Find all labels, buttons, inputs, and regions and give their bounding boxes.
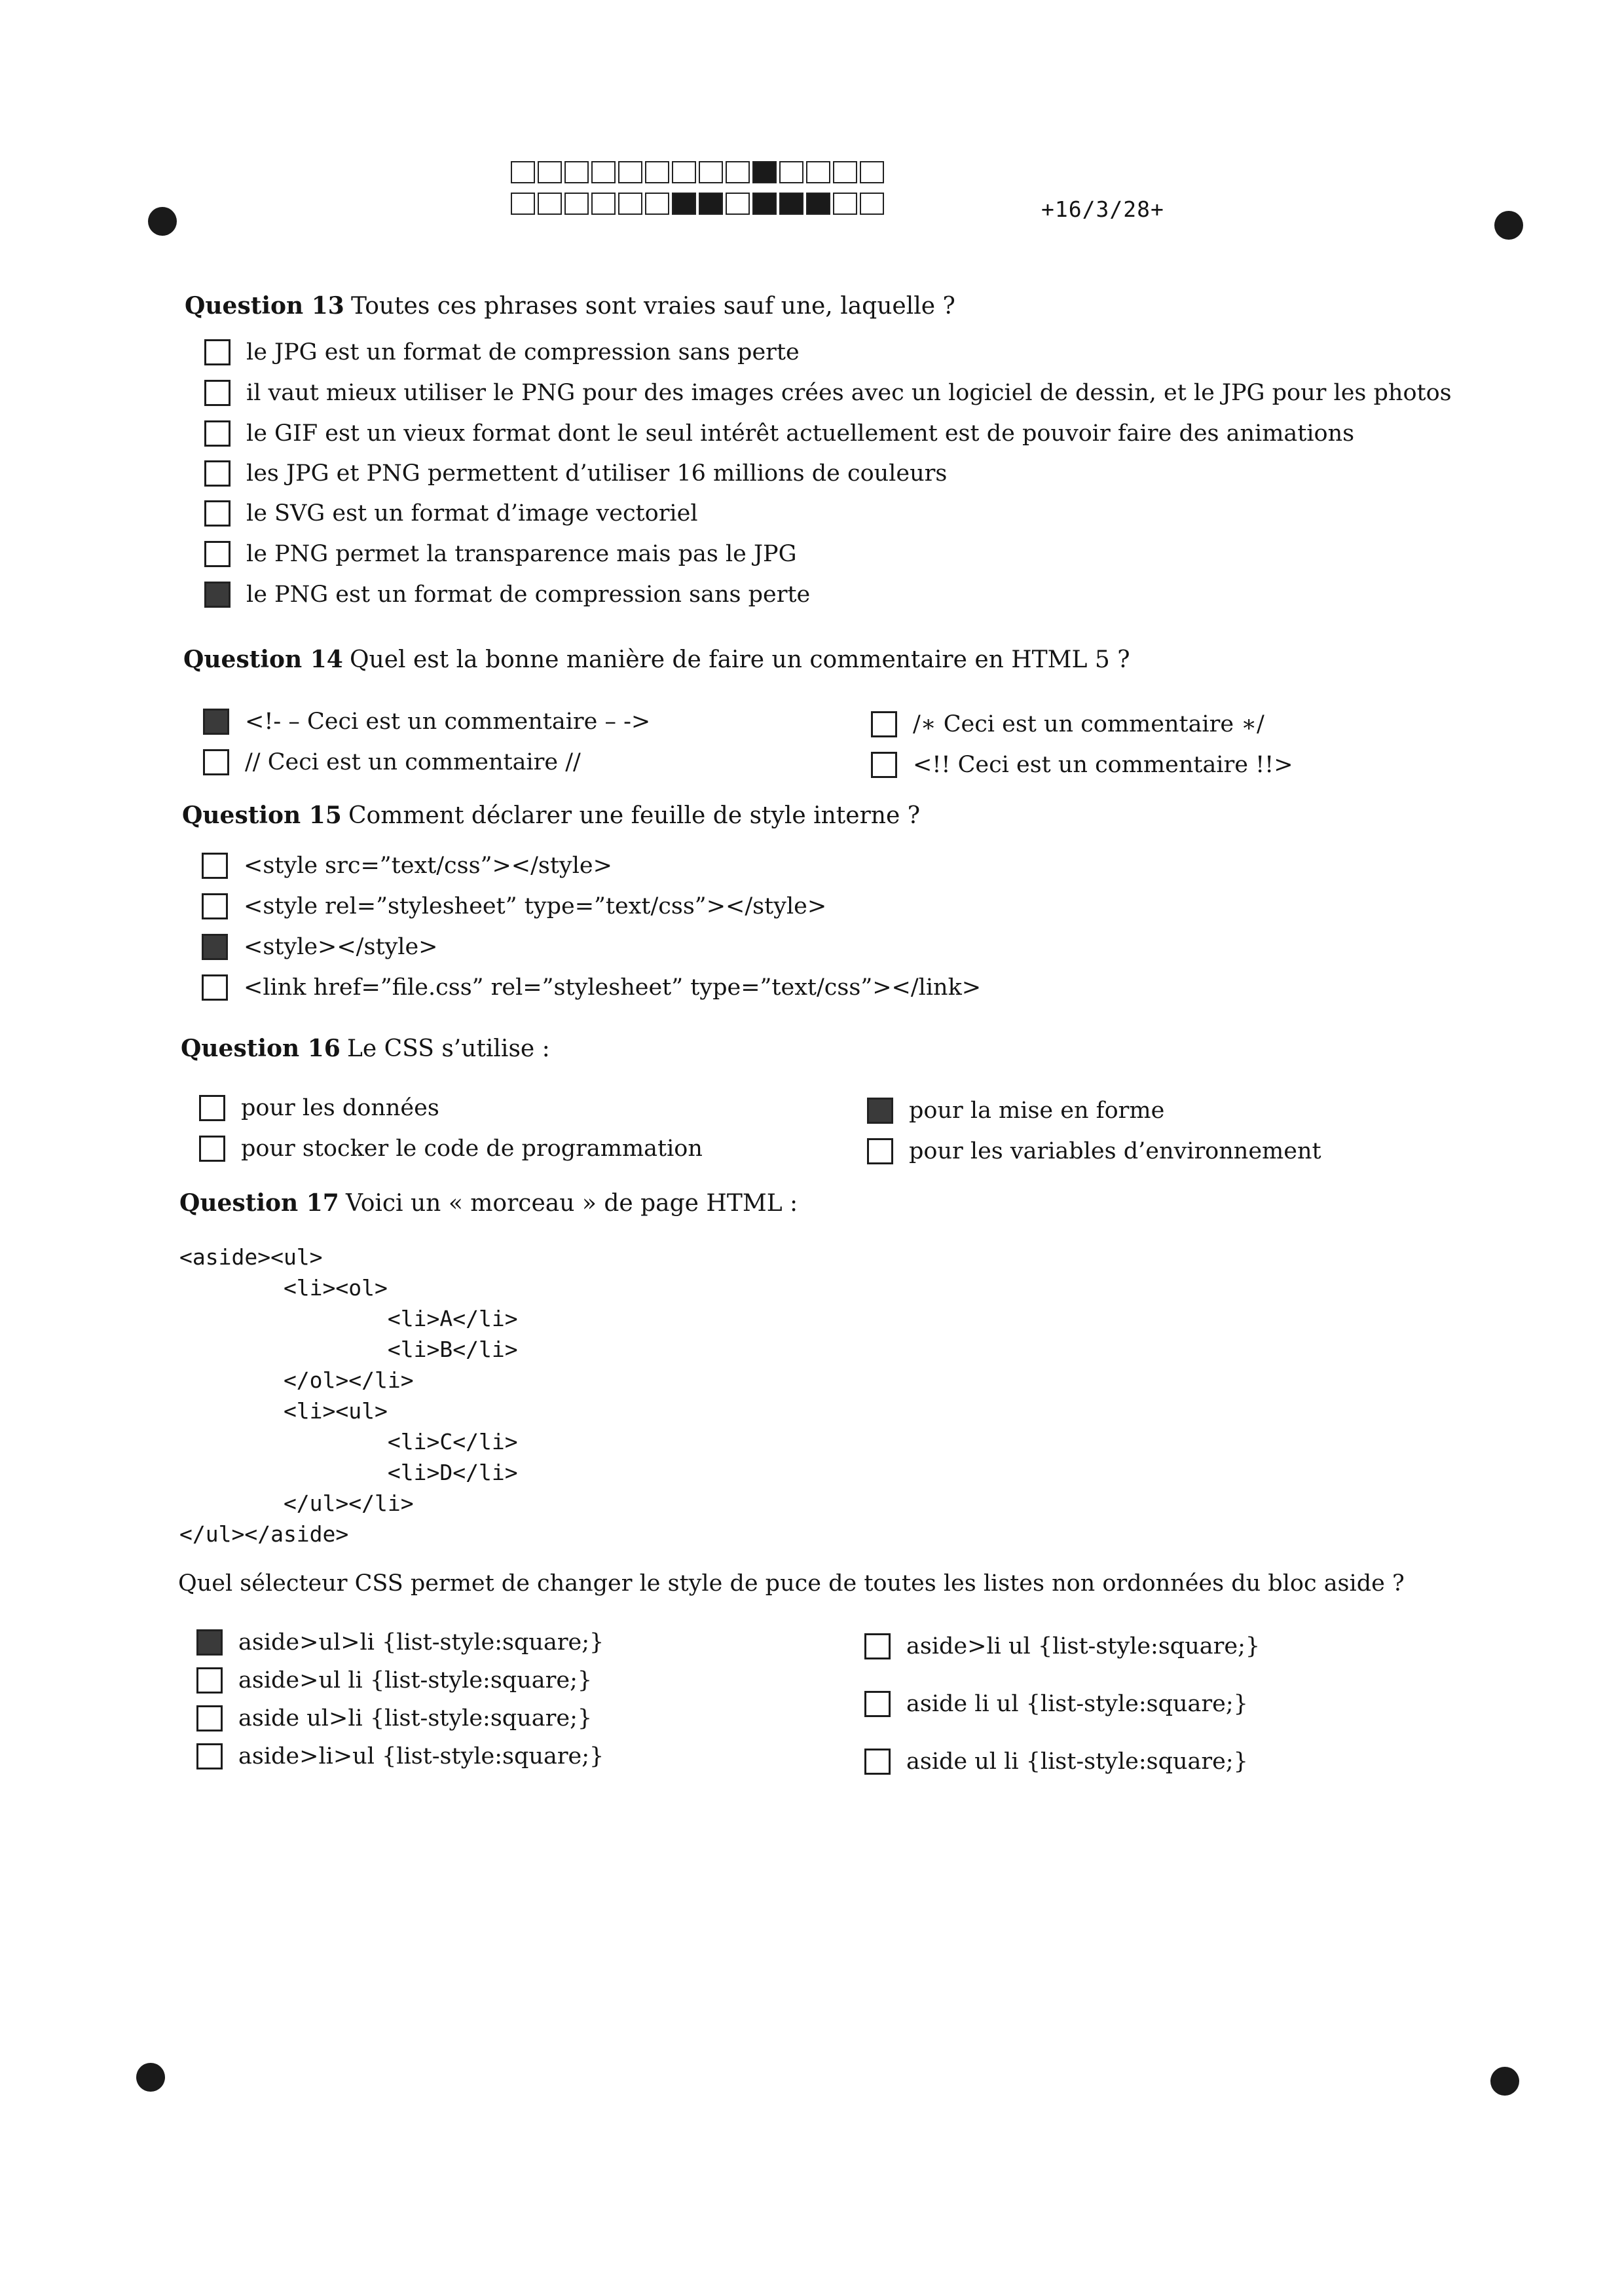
question-text: Quel est la bonne manière de faire un commentaire en HTML 5 ? [350, 646, 1130, 673]
option-text: <!- – Ceci est un commentaire – -> [245, 709, 651, 735]
barcode-cell [672, 193, 696, 215]
q17-option-7[interactable] [864, 1749, 1248, 1775]
barcode-cell [591, 193, 616, 215]
q13-option-3[interactable] [204, 420, 1354, 447]
q16-option-3[interactable] [867, 1098, 1164, 1124]
html-code-line-10: </ul></aside> [179, 1521, 349, 1547]
registration-mark-top-left [148, 207, 177, 236]
html-code-line-8: <li>D</li> [179, 1460, 518, 1485]
question-label: Question 14 [183, 646, 343, 673]
option-text: pour stocker le code de programmation [241, 1136, 703, 1162]
option-text: /∗ Ceci est un commentaire ∗/ [913, 711, 1264, 737]
option-text: pour les variables d’environnement [909, 1138, 1321, 1164]
option-text: aside li ul {list-style:square;} [906, 1691, 1248, 1717]
barcode-cell [538, 193, 562, 215]
html-code-line-4: <li>B</li> [179, 1337, 518, 1362]
option-text: le PNG est un format de compression sans perte [246, 582, 811, 608]
html-code-line-7: <li>C</li> [179, 1429, 518, 1454]
barcode-cell [752, 161, 777, 183]
question-16-header [181, 1035, 550, 1062]
question-14-header [183, 646, 1130, 673]
barcode-cell [699, 193, 723, 215]
registration-mark-top-right [1494, 211, 1523, 240]
q14-option-4[interactable] [871, 752, 1293, 778]
option-text: <style rel=”stylesheet” type=”text/css”></style> [244, 893, 827, 919]
barcode-cell [511, 161, 535, 183]
q17-option-6[interactable] [864, 1691, 1248, 1717]
question-17-header [179, 1189, 798, 1217]
q17-option-4[interactable] [196, 1743, 604, 1769]
barcode-cell [591, 161, 616, 183]
option-text: il vaut mieux utiliser le PNG pour des images crées avec un logiciel de dessin, et le JPG pour les photos [246, 380, 1452, 406]
html-code-line-5: </ol></li> [179, 1367, 414, 1393]
checkbox[interactable] [203, 749, 229, 775]
barcode-cell [779, 193, 803, 215]
q13-option-6[interactable] [204, 541, 797, 567]
q14-option-3[interactable] [871, 711, 1264, 737]
barcode-cell [806, 193, 830, 215]
barcode-cell [672, 161, 696, 183]
barcode-row-1 [511, 161, 887, 183]
checkbox[interactable] [196, 1629, 223, 1656]
q15-option-1[interactable] [202, 853, 612, 879]
barcode-cell [564, 193, 589, 215]
barcode-cell [645, 161, 669, 183]
question-label: Question 17 [179, 1189, 339, 1217]
checkbox[interactable] [871, 711, 897, 737]
html-code-line-9: </ul></li> [179, 1491, 414, 1516]
barcode-cell [806, 161, 830, 183]
question-text: Voici un « morceau » de page HTML : [346, 1190, 798, 1217]
checkbox[interactable] [864, 1633, 891, 1659]
html-code-line-3: <li>A</li> [179, 1306, 518, 1331]
registration-mark-bottom-right [1490, 2067, 1519, 2096]
barcode-cell [645, 193, 669, 215]
option-text: <!! Ceci est un commentaire !!> [913, 752, 1293, 778]
checkbox[interactable] [196, 1667, 223, 1694]
registration-mark-bottom-left [136, 2063, 165, 2092]
q14-option-1[interactable] [203, 709, 650, 735]
q13-option-4[interactable] [204, 460, 947, 487]
checkbox[interactable] [204, 460, 231, 487]
q14-option-2[interactable] [203, 749, 581, 775]
barcode-cell [860, 193, 884, 215]
checkbox[interactable] [199, 1136, 225, 1162]
barcode-cell [618, 193, 642, 215]
option-text: aside ul li {list-style:square;} [906, 1749, 1248, 1775]
option-text: <style src=”text/css”></style> [244, 853, 612, 879]
option-text: le JPG est un format de compression sans perte [246, 339, 800, 365]
checkbox[interactable] [204, 541, 231, 567]
q15-option-2[interactable] [202, 893, 826, 919]
question-label: Question 13 [185, 292, 344, 320]
option-text: <style></style> [244, 934, 438, 960]
question-text: Toutes ces phrases sont vraies sauf une, laquelle ? [351, 293, 955, 320]
question-label: Question 16 [181, 1035, 341, 1062]
option-text: <link href=”file.css” rel=”stylesheet” type=”text/css”></link> [244, 974, 982, 1001]
option-text: aside>li>ul {list-style:square;} [238, 1743, 604, 1769]
barcode-cell [726, 193, 750, 215]
barcode-cell [752, 193, 777, 215]
option-text: aside>li ul {list-style:square;} [906, 1633, 1261, 1659]
checkbox[interactable] [204, 500, 231, 527]
q16-option-1[interactable] [199, 1095, 439, 1121]
checkbox[interactable] [202, 853, 228, 879]
question-17-prompt: Quel sélecteur CSS permet de changer le style de puce de toutes les listes non ordonnées du bloc aside ? [178, 1570, 1405, 1597]
barcode-cell [833, 161, 857, 183]
checkbox[interactable] [202, 893, 228, 919]
barcode-cell [699, 161, 723, 183]
checkbox[interactable] [204, 420, 231, 447]
barcode-cell [833, 193, 857, 215]
checkbox[interactable] [871, 752, 897, 778]
option-text: les JPG et PNG permettent d’utiliser 16 millions de couleurs [246, 460, 948, 487]
option-text: // Ceci est un commentaire // [245, 749, 581, 775]
q15-option-3[interactable] [202, 934, 438, 960]
html-code-line-6: <li><ul> [179, 1398, 388, 1424]
q13-option-7[interactable] [204, 582, 810, 608]
barcode-row-2 [511, 193, 887, 215]
q16-option-2[interactable] [199, 1136, 703, 1162]
checkbox[interactable] [202, 934, 228, 960]
q17-option-1[interactable] [196, 1629, 604, 1656]
question-15-header [182, 802, 920, 829]
q13-option-2[interactable] [204, 380, 1452, 406]
option-text: aside>ul li {list-style:square;} [238, 1667, 593, 1694]
checkbox[interactable] [867, 1098, 893, 1124]
question-text: Le CSS s’utilise : [347, 1035, 550, 1062]
checkbox[interactable] [864, 1749, 891, 1775]
option-text: le GIF est un vieux format dont le seul intérêt actuellement est de pouvoir faire des animations [246, 420, 1355, 447]
option-text: pour la mise en forme [909, 1098, 1165, 1124]
option-text: aside>ul>li {list-style:square;} [238, 1629, 604, 1656]
checkbox[interactable] [204, 380, 231, 406]
checkbox[interactable] [202, 974, 228, 1001]
checkbox[interactable] [203, 709, 229, 735]
q13-option-1[interactable] [204, 339, 800, 365]
barcode-cell [860, 161, 884, 183]
q17-option-5[interactable] [864, 1633, 1260, 1659]
checkbox[interactable] [199, 1095, 225, 1121]
barcode-cell [618, 161, 642, 183]
option-text: aside ul>li {list-style:square;} [238, 1705, 593, 1731]
barcode-cell [779, 161, 803, 183]
barcode-cell [511, 193, 535, 215]
checkbox[interactable] [196, 1705, 223, 1731]
barcode-cell [726, 161, 750, 183]
question-label: Question 15 [182, 802, 342, 829]
barcode-cell [538, 161, 562, 183]
barcode-cell [564, 161, 589, 183]
html-code-line-1: <aside><ul> [179, 1244, 323, 1270]
page-id: +16/3/28+ [1041, 196, 1164, 222]
checkbox[interactable] [204, 339, 231, 365]
option-text: le PNG permet la transparence mais pas le JPG [246, 541, 797, 567]
option-text: pour les données [241, 1095, 439, 1121]
checkbox[interactable] [204, 582, 231, 608]
question-13-header [185, 292, 955, 320]
q17-option-3[interactable] [196, 1705, 592, 1731]
q16-option-4[interactable] [867, 1138, 1321, 1164]
q13-option-5[interactable] [204, 500, 698, 527]
checkbox[interactable] [864, 1691, 891, 1717]
checkbox[interactable] [867, 1138, 893, 1164]
checkbox[interactable] [196, 1743, 223, 1769]
q17-option-2[interactable] [196, 1667, 592, 1694]
question-text: Comment déclarer une feuille de style interne ? [348, 802, 921, 829]
html-code-line-2: <li><ol> [179, 1275, 388, 1301]
q15-option-4[interactable] [202, 974, 981, 1001]
option-text: le SVG est un format d’image vectoriel [246, 500, 698, 527]
